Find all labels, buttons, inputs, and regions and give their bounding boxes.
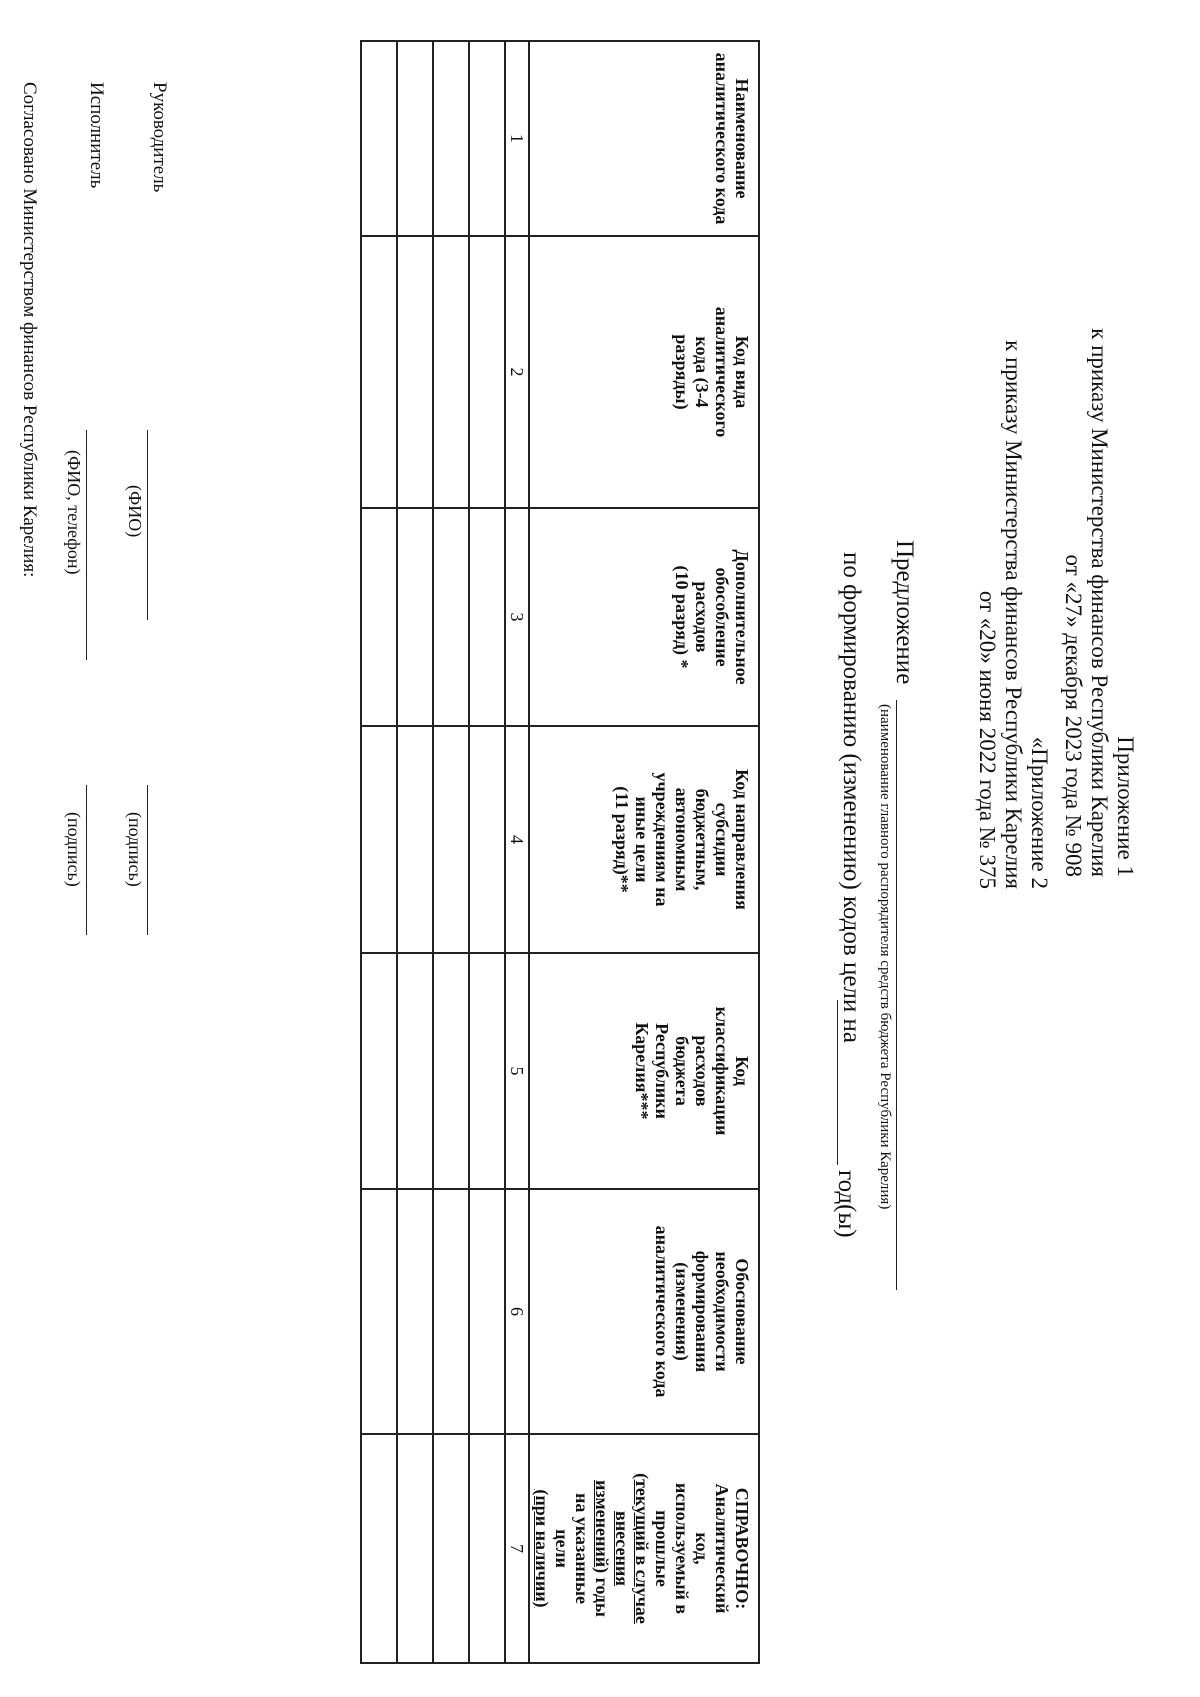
table-row: [433, 41, 469, 1663]
header-code-name: Наименование аналитического кода: [529, 41, 759, 236]
column-number: 3: [505, 508, 529, 726]
table-cell[interactable]: [469, 1189, 505, 1434]
order-reference-2: к приказу Министерства финансов Республики Карелия: [1001, 340, 1026, 889]
table-cell[interactable]: [433, 1434, 469, 1663]
column-number: 1: [505, 41, 529, 236]
table-cell[interactable]: [469, 953, 505, 1189]
table-cell[interactable]: [361, 953, 397, 1189]
table-row: [361, 41, 397, 1663]
table-cell[interactable]: [397, 41, 433, 236]
table-row: [469, 41, 505, 1663]
distributor-name-line: [896, 700, 897, 1290]
table-cell[interactable]: [433, 953, 469, 1189]
order-reference: к приказу Министерства финансов Республики Карелия: [1087, 328, 1112, 877]
table-cell[interactable]: [433, 1189, 469, 1434]
proposal-subtitle: по формированию (изменению) кодов цели на: [838, 552, 865, 1044]
executor-fio-line: [86, 430, 87, 660]
table-cell[interactable]: [469, 508, 505, 726]
table-cell[interactable]: [433, 41, 469, 236]
year-line: [837, 1000, 838, 1165]
table-cell[interactable]: [397, 1434, 433, 1663]
column-number: 4: [505, 726, 529, 953]
table-cell[interactable]: [397, 508, 433, 726]
header-additional-separation: Дополнительное обособление расходов (10 разряд) *: [529, 508, 759, 726]
column-numbers-row: [505, 41, 529, 1663]
executor-fio-caption: (ФИО, телефон): [64, 450, 84, 575]
distributor-caption: (наименование главного распорядителя средств бюджета Республики Карелия): [877, 704, 893, 1210]
order-date: от «27» декабря 2023 года № 908: [1061, 554, 1086, 877]
order-date-2: от «20» июня 2022 года № 375: [975, 590, 1000, 889]
table-cell[interactable]: [469, 236, 505, 508]
header-expense-classification: Код классификации расходов бюджета Республики Карелия***: [529, 953, 759, 1189]
table-cell[interactable]: [361, 1189, 397, 1434]
table-cell[interactable]: [433, 726, 469, 953]
table-cell[interactable]: [433, 236, 469, 508]
head-label: Руководитель: [149, 82, 170, 193]
header-reference-code: СПРАВОЧНО: Аналитический код, используемый в прошлые (текущий в случае внесения изменений) годы на указанные цели (при наличии): [529, 1434, 759, 1663]
appendix-2-label: «Приложение 2: [1027, 736, 1052, 889]
table-cell[interactable]: [433, 508, 469, 726]
table-cell[interactable]: [397, 1189, 433, 1434]
table-cell[interactable]: [397, 726, 433, 953]
column-number: 5: [505, 953, 529, 1189]
header-subsidy-direction: Код направления субсидии бюджетным, автономным учреждениям на иные цели (11 разряд)**: [529, 726, 759, 953]
table-cell[interactable]: [361, 726, 397, 953]
head-signature-line: [147, 785, 148, 935]
table-cell[interactable]: [397, 953, 433, 1189]
column-number: 2: [505, 236, 529, 508]
head-fio-caption: (ФИО): [125, 485, 145, 538]
table-cell[interactable]: [361, 1434, 397, 1663]
header-code-kind: Код вида аналитического кода (3-4 разряды): [529, 236, 759, 508]
executor-signature-caption: (подпись): [64, 812, 84, 887]
table-cell[interactable]: [361, 236, 397, 508]
table-cell[interactable]: [469, 726, 505, 953]
executor-signature-line: [86, 785, 87, 935]
proposal-title: Предложение: [891, 540, 918, 685]
table-cell[interactable]: [469, 41, 505, 236]
table-cell[interactable]: [361, 41, 397, 236]
table-cell[interactable]: [361, 508, 397, 726]
year-label: год(ы): [833, 1170, 860, 1238]
executor-label: Исполнитель: [86, 82, 107, 189]
table-row: [397, 41, 433, 1663]
column-number: 6: [505, 1189, 529, 1434]
table-cell[interactable]: [397, 236, 433, 508]
column-number: 7: [505, 1434, 529, 1663]
head-fio-line: [147, 430, 148, 620]
codes-table: [360, 40, 760, 1664]
table-cell[interactable]: [469, 1434, 505, 1663]
agreed-label: Согласовано Министерством финансов Республики Карелия:: [19, 82, 40, 578]
appendix-number: Приложение 1: [1113, 736, 1138, 877]
header-justification: Обоснование необходимости формирования (изменения) аналитического кода: [529, 1189, 759, 1434]
head-signature-caption: (подпись): [125, 812, 145, 887]
